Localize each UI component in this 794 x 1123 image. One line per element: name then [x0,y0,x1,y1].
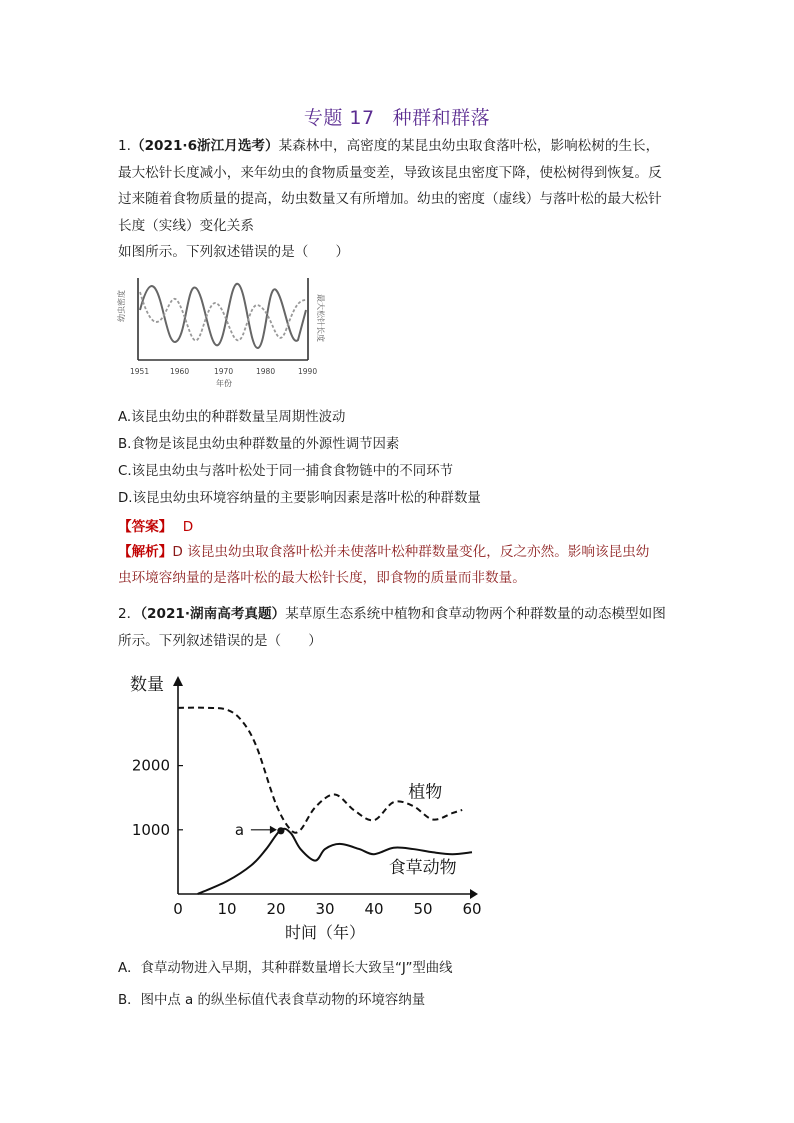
figure-x-tick-5: 1990 [298,367,318,376]
answer-value: D [182,519,194,535]
question-2-option-b: B．图中点 a 的纵坐标值代表食草动物的环境容纳量 [118,993,426,1008]
question-1-option-b: B.食物是该昆虫幼虫种群数量的外源性调节因素 [118,437,400,452]
question-1-analysis [118,539,680,591]
answer-tag: 【答案】 [118,519,173,535]
x-tick-label-20: 20 [266,900,286,918]
question-1-answer [118,515,193,535]
figure-left-axis-label: 幼虫密度 [117,290,126,322]
series-label-plant: 植物 [408,782,443,803]
x-axis-arrow [470,889,478,899]
question-2-stem [118,601,678,654]
topic-name: 种群和群落 [392,107,491,129]
x-tick-label-50: 50 [413,900,433,918]
question-2-source: （2021·湖南高考真题） [140,606,286,622]
y-axis-arrow [173,676,183,686]
question-1-source: （2021·6浙江月选考） [130,138,279,154]
question-1-option-d: D.该昆虫幼虫环境容纳量的主要影响因素是落叶松的种群数量 [118,491,481,506]
question-1-number: 1. [118,138,131,154]
analysis-tag: 【解析】 [118,544,173,560]
question-1-line-5: 如图所示。下列叙述错误的是（ ） [118,244,350,260]
x-tick-label-30: 30 [315,900,335,918]
question-1-stem [118,133,678,266]
question-2-line-2: 所示。下列叙述错误的是（ ） [118,632,322,649]
y-axis-label: 数量 [130,675,164,695]
question-2-option-a: A．食草动物进入早期，其种群数量增长大致呈“J”型曲线 [118,961,453,976]
question-1-figure [118,270,328,400]
question-1-line-2: 最大松针长度减小，来年幼虫的食物质量变差，导致该昆虫密度下降，使松树得到恢复。反 [118,164,662,181]
question-1-option-a: A.该昆虫幼虫的种群数量呈周期性波动 [118,410,346,425]
topic-number: 专题 17 [303,107,375,129]
question-2-number: 2． [118,606,141,622]
y-tick-label-1000: 1000 [131,820,170,839]
question-1-option-c: C.该昆虫幼虫与落叶松处于同一捕食食物链中的不同环节 [118,464,453,479]
figure-x-tick-4: 1980 [256,367,276,376]
x-tick-label-10: 10 [217,900,237,918]
question-1-line-1: 某森林中，高密度的某昆虫幼虫取食落叶松，影响松树的生长， [278,138,660,154]
figure-x-tick-2: 1960 [170,367,190,376]
x-tick-label-0: 0 [173,900,183,918]
figure-x-tick-1: 1951 [130,367,150,376]
y-tick-label-2000: 2000 [131,756,170,775]
page-title [0,103,794,130]
point-a-arrowhead [270,826,277,834]
point-a-marker [277,827,284,834]
figure-right-axis-label: 最大松针长度 [316,294,325,342]
x-tick-label-40: 40 [364,900,384,918]
question-1-line-3: 过来随着食物质量的提高，幼虫数量又有所增加。幼虫的密度（虚线）与落叶松的最大松针 [118,191,662,207]
x-tick-label-60: 60 [462,900,482,918]
question-2-chart [118,668,498,944]
analysis-line-1: D 该昆虫幼虫取食落叶松并未使落叶松种群数量变化，反之亦然。影响该昆虫幼 [172,544,650,560]
series-label-herbivore: 食草动物 [388,857,457,878]
x-axis-label: 时间（年） [284,923,366,942]
point-a-label: a [234,820,245,839]
figure-x-tick-3: 1970 [214,367,234,376]
question-1-line-4: 长度（实线）变化关系 [118,217,254,234]
figure-x-axis-label: 年份 [216,379,232,388]
analysis-line-2: 虫环境容纳量的是落叶松的最大松针长度，即食物的质量而非数量。 [118,570,526,586]
series-line-plant [178,708,462,833]
question-2-line-1: 某草原生态系统中植物和食草动物两个种群数量的动态模型如图 [285,606,666,622]
